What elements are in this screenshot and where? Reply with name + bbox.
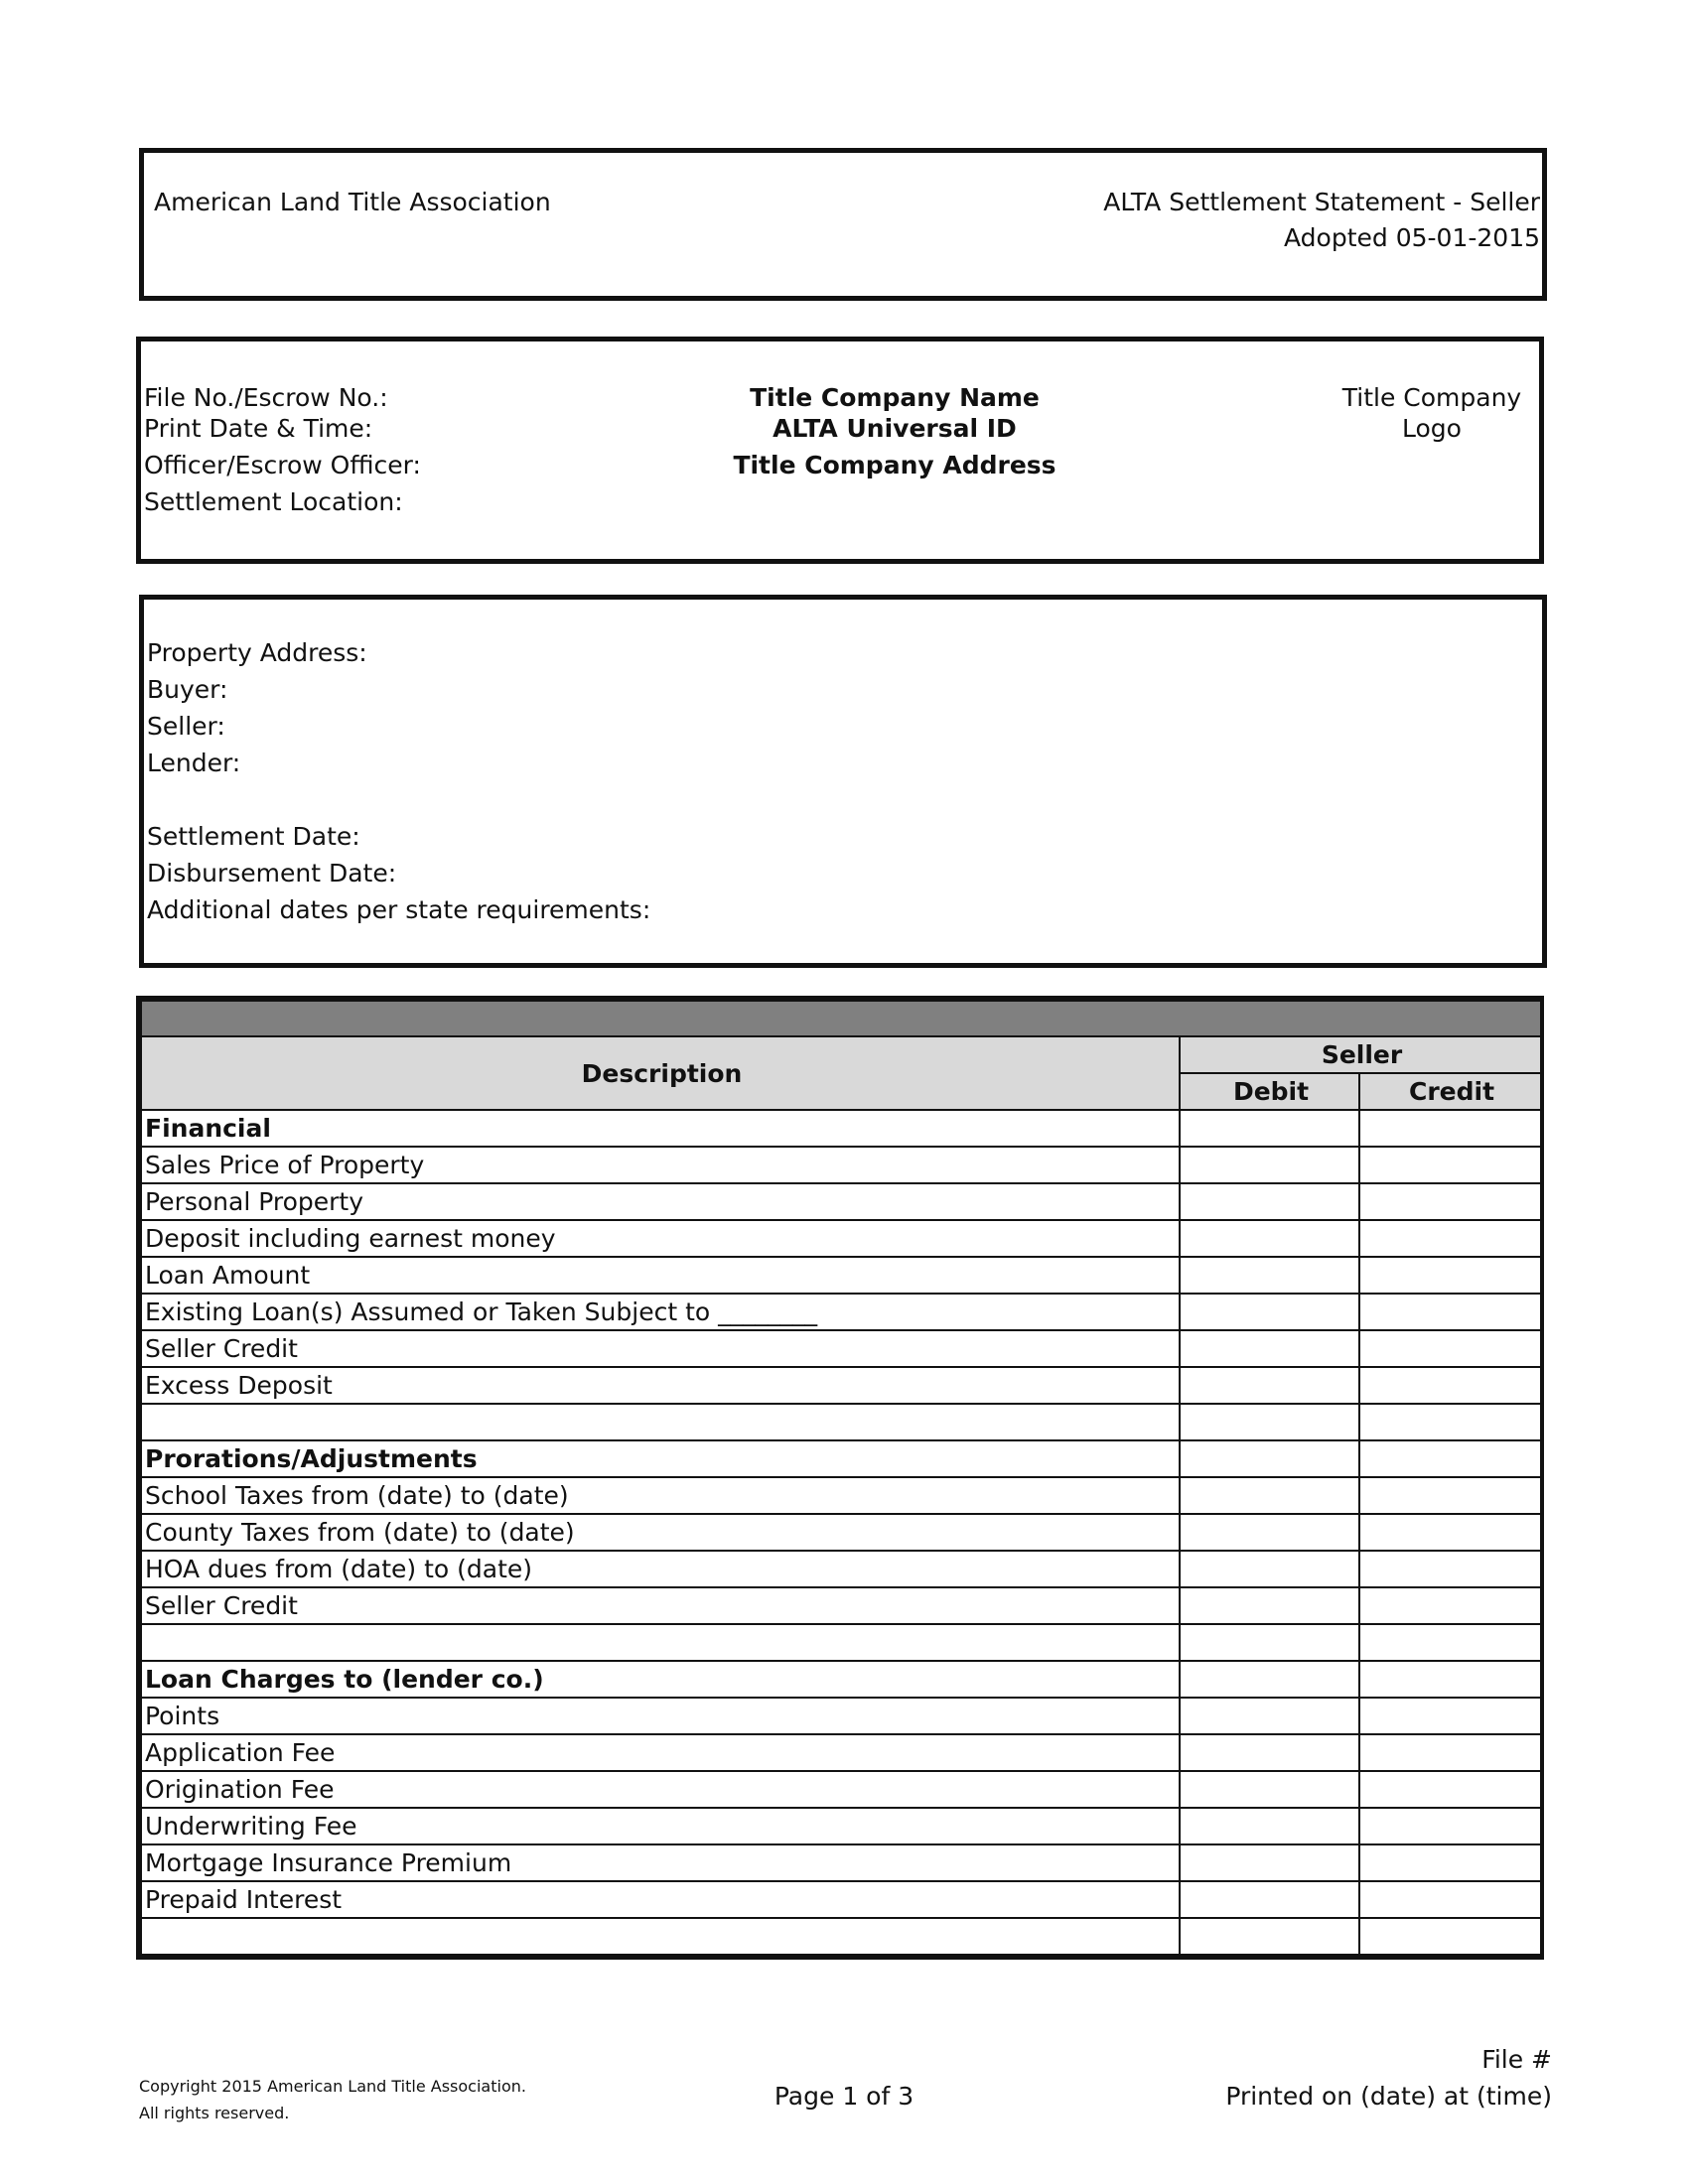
settlement-date-label: Settlement Date: xyxy=(147,822,360,851)
seller-credit-cell[interactable] xyxy=(1359,1771,1541,1808)
column-header-credit: Credit xyxy=(1359,1073,1541,1110)
file-no-label: File No./Escrow No.: xyxy=(144,383,388,412)
table-row xyxy=(141,1734,1541,1771)
seller-debit-cell[interactable] xyxy=(1180,1698,1359,1734)
copyright-text: Copyright 2015 American Land Title Association. xyxy=(139,2077,526,2096)
seller-credit-cell[interactable] xyxy=(1359,1624,1541,1661)
line-item-description: Seller Credit xyxy=(141,1330,1180,1367)
seller-credit-cell[interactable] xyxy=(1359,1477,1541,1514)
org-name: American Land Title Association xyxy=(154,188,551,216)
table-body xyxy=(141,1110,1541,1955)
additional-dates-label: Additional dates per state requirements: xyxy=(147,895,651,924)
table-row xyxy=(141,1881,1541,1918)
rights-reserved-text: All rights reserved. xyxy=(139,2104,290,2122)
title-company-address: Title Company Address xyxy=(733,451,1056,479)
seller-credit-cell[interactable] xyxy=(1359,1844,1541,1881)
seller-debit-cell[interactable] xyxy=(1180,1551,1359,1587)
company-logo-placeholder-line2: Logo xyxy=(1402,414,1462,443)
seller-debit-cell[interactable] xyxy=(1180,1844,1359,1881)
seller-credit-cell[interactable] xyxy=(1359,1183,1541,1220)
disbursement-date-label: Disbursement Date: xyxy=(147,859,397,887)
seller-credit-cell[interactable] xyxy=(1359,1661,1541,1698)
line-item-description: Deposit including earnest money xyxy=(141,1220,1180,1257)
escrow-officer-label: Officer/Escrow Officer: xyxy=(144,451,421,479)
table-row xyxy=(141,1294,1541,1330)
line-item-description: Seller Credit xyxy=(141,1587,1180,1624)
seller-credit-cell[interactable] xyxy=(1359,1330,1541,1367)
table-row xyxy=(141,1183,1541,1220)
title-company-box xyxy=(136,337,1544,564)
seller-debit-cell[interactable] xyxy=(1180,1477,1359,1514)
table-section-row xyxy=(141,1661,1541,1698)
title-company-name: Title Company Name xyxy=(750,383,1040,412)
table-title-bar xyxy=(141,1001,1541,1036)
section-heading: Prorations/Adjustments xyxy=(141,1440,1180,1477)
line-item-description xyxy=(141,1624,1180,1661)
line-item-description: Mortgage Insurance Premium xyxy=(141,1844,1180,1881)
seller-label: Seller: xyxy=(147,712,225,741)
seller-debit-cell[interactable] xyxy=(1180,1624,1359,1661)
table-row xyxy=(141,1771,1541,1808)
seller-credit-cell[interactable] xyxy=(1359,1551,1541,1587)
seller-credit-cell[interactable] xyxy=(1359,1698,1541,1734)
line-item-description xyxy=(141,1404,1180,1440)
property-address-label: Property Address: xyxy=(147,638,367,667)
seller-debit-cell[interactable] xyxy=(1180,1918,1359,1955)
printed-on-text: Printed on (date) at (time) xyxy=(1225,2082,1552,2111)
line-item-description: Excess Deposit xyxy=(141,1367,1180,1404)
seller-debit-cell[interactable] xyxy=(1180,1367,1359,1404)
table-row xyxy=(141,1514,1541,1551)
table-row xyxy=(141,1551,1541,1587)
line-item-description: Points xyxy=(141,1698,1180,1734)
line-item-description xyxy=(141,1918,1180,1955)
seller-credit-cell[interactable] xyxy=(1359,1808,1541,1844)
lender-label: Lender: xyxy=(147,749,241,777)
settlement-location-label: Settlement Location: xyxy=(144,487,403,516)
line-item-description: Origination Fee xyxy=(141,1771,1180,1808)
seller-credit-cell[interactable] xyxy=(1359,1587,1541,1624)
table-row xyxy=(141,1330,1541,1367)
table-section-row xyxy=(141,1440,1541,1477)
column-header-description: Description xyxy=(141,1036,1180,1110)
line-item-description: Loan Amount xyxy=(141,1257,1180,1294)
seller-debit-cell[interactable] xyxy=(1180,1330,1359,1367)
line-item-description: Application Fee xyxy=(141,1734,1180,1771)
line-item-description: HOA dues from (date) to (date) xyxy=(141,1551,1180,1587)
adopted-date: Adopted 05-01-2015 xyxy=(1284,223,1540,252)
seller-credit-cell[interactable] xyxy=(1359,1734,1541,1771)
alta-universal-id: ALTA Universal ID xyxy=(773,414,1017,443)
seller-credit-cell[interactable] xyxy=(1359,1404,1541,1440)
table-row xyxy=(141,1147,1541,1183)
line-item-description: Underwriting Fee xyxy=(141,1808,1180,1844)
company-logo-placeholder: Title Company xyxy=(1341,383,1522,412)
table-row xyxy=(141,1404,1541,1440)
seller-debit-cell[interactable] xyxy=(1180,1147,1359,1183)
seller-credit-cell[interactable] xyxy=(1359,1147,1541,1183)
seller-debit-cell[interactable] xyxy=(1180,1808,1359,1844)
table-row xyxy=(141,1808,1541,1844)
table-row xyxy=(141,1367,1541,1404)
line-item-description: County Taxes from (date) to (date) xyxy=(141,1514,1180,1551)
table-row xyxy=(141,1477,1541,1514)
seller-debit-cell[interactable] xyxy=(1180,1220,1359,1257)
seller-debit-cell[interactable] xyxy=(1180,1294,1359,1330)
seller-credit-cell[interactable] xyxy=(1359,1110,1541,1147)
seller-debit-cell[interactable] xyxy=(1180,1514,1359,1551)
table-row xyxy=(141,1844,1541,1881)
seller-credit-cell[interactable] xyxy=(1359,1918,1541,1955)
seller-debit-cell[interactable] xyxy=(1180,1881,1359,1918)
column-header-seller: Seller xyxy=(1180,1036,1541,1073)
seller-debit-cell[interactable] xyxy=(1180,1404,1359,1440)
line-item-description: Sales Price of Property xyxy=(141,1147,1180,1183)
form-header-box xyxy=(139,148,1547,301)
buyer-label: Buyer: xyxy=(147,675,228,704)
seller-credit-cell[interactable] xyxy=(1359,1881,1541,1918)
page-number: Page 1 of 3 xyxy=(774,2082,914,2111)
seller-credit-cell[interactable] xyxy=(1359,1294,1541,1330)
seller-debit-cell[interactable] xyxy=(1180,1257,1359,1294)
form-title: ALTA Settlement Statement - Seller xyxy=(1103,188,1540,216)
seller-debit-cell[interactable] xyxy=(1180,1110,1359,1147)
seller-debit-cell[interactable] xyxy=(1180,1440,1359,1477)
seller-credit-cell[interactable] xyxy=(1359,1257,1541,1294)
table-row xyxy=(141,1624,1541,1661)
print-date-label: Print Date & Time: xyxy=(144,414,373,443)
table-row xyxy=(141,1918,1541,1955)
seller-debit-cell[interactable] xyxy=(1180,1771,1359,1808)
section-heading: Loan Charges to (lender co.) xyxy=(141,1661,1180,1698)
seller-debit-cell[interactable] xyxy=(1180,1661,1359,1698)
seller-credit-cell[interactable] xyxy=(1359,1514,1541,1551)
table-section-row xyxy=(141,1110,1541,1147)
column-header-debit: Debit xyxy=(1180,1073,1359,1110)
line-item-description: Existing Loan(s) Assumed or Taken Subject to ________ xyxy=(141,1294,1180,1330)
seller-credit-cell[interactable] xyxy=(1359,1367,1541,1404)
table-row xyxy=(141,1220,1541,1257)
table-row xyxy=(141,1257,1541,1294)
seller-credit-cell[interactable] xyxy=(1359,1440,1541,1477)
seller-credit-cell[interactable] xyxy=(1359,1220,1541,1257)
property-info-box xyxy=(139,595,1547,968)
seller-debit-cell[interactable] xyxy=(1180,1734,1359,1771)
seller-debit-cell[interactable] xyxy=(1180,1587,1359,1624)
line-item-description: Personal Property xyxy=(141,1183,1180,1220)
line-item-description: Prepaid Interest xyxy=(141,1881,1180,1918)
table-row xyxy=(141,1587,1541,1624)
line-item-description: School Taxes from (date) to (date) xyxy=(141,1477,1180,1514)
section-heading: Financial xyxy=(141,1110,1180,1147)
file-number-label: File # xyxy=(1481,2045,1552,2074)
seller-debit-cell[interactable] xyxy=(1180,1183,1359,1220)
settlement-table xyxy=(136,996,1544,1960)
table-row xyxy=(141,1698,1541,1734)
